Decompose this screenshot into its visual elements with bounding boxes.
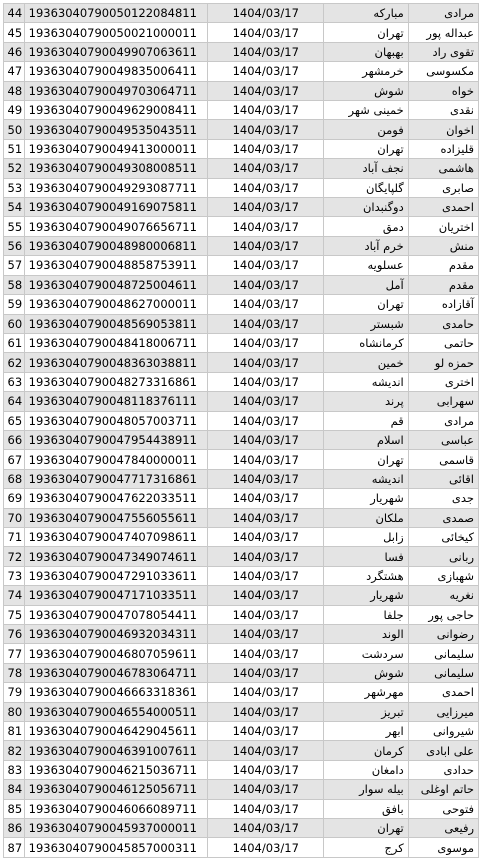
table-row [4,527,479,546]
table-row [4,469,479,488]
row-number: 51 [4,139,25,158]
city-cell: کرمان [324,741,409,760]
date-cell: 1404/03/17 [208,62,324,81]
tracking-code: 19363040790047291033611 [24,566,208,585]
city-cell: سردشت [324,644,409,663]
table-row [4,760,479,779]
row-number: 72 [4,547,25,566]
table-row [4,722,479,741]
surname-cell: رضوانی [408,625,478,644]
date-cell: 1404/03/17 [208,101,324,120]
table-row [4,178,479,197]
surname-cell: قلیزاده [408,139,478,158]
table-row [4,625,479,644]
tracking-code: 19363040790049703064711 [24,81,208,100]
date-cell: 1404/03/17 [208,547,324,566]
date-cell: 1404/03/17 [208,469,324,488]
city-cell: گلپایگان [324,178,409,197]
table-row [4,644,479,663]
date-cell: 1404/03/17 [208,4,324,23]
date-cell: 1404/03/17 [208,198,324,217]
tracking-code: 19363040790048057003711 [24,411,208,430]
city-cell: هشتگرد [324,566,409,585]
row-number: 78 [4,663,25,682]
table-row [4,81,479,100]
tracking-code: 19363040790045857000311 [24,838,208,858]
surname-cell: نقدی [408,101,478,120]
city-cell: بهبهان [324,42,409,61]
table-row [4,42,479,61]
tracking-code: 19363040790048980006811 [24,236,208,255]
date-cell: 1404/03/17 [208,527,324,546]
table-row [4,159,479,178]
city-cell: فومن [324,120,409,139]
tracking-code: 19363040790047078054411 [24,605,208,624]
row-number: 53 [4,178,25,197]
surname-cell: مرادی [408,411,478,430]
row-number: 77 [4,644,25,663]
row-number: 85 [4,799,25,818]
table-row [4,353,479,372]
city-cell: قم [324,411,409,430]
table-row [4,392,479,411]
surname-cell: هاشمی [408,159,478,178]
table-row [4,314,479,333]
row-number: 52 [4,159,25,178]
tracking-code: 19363040790049308008511 [24,159,208,178]
records-table [3,3,479,858]
tracking-code: 19363040790049835006411 [24,62,208,81]
tracking-code: 19363040790050122084811 [24,4,208,23]
date-cell: 1404/03/17 [208,275,324,294]
city-cell: دوگنبدان [324,198,409,217]
row-number: 83 [4,760,25,779]
tracking-code: 19363040790049629008411 [24,101,208,120]
surname-cell: مقدم [408,256,478,275]
tracking-code: 19363040790048363038811 [24,353,208,372]
table-row [4,62,479,81]
table-row [4,275,479,294]
table-row [4,4,479,23]
table-row [4,605,479,624]
tracking-code: 19363040790048858753911 [24,256,208,275]
tracking-code: 19363040790048118376111 [24,392,208,411]
date-cell: 1404/03/17 [208,120,324,139]
city-cell: آمل [324,275,409,294]
surname-cell: احمدی [408,683,478,702]
row-number: 75 [4,605,25,624]
table-row [4,819,479,838]
city-cell: تهران [324,819,409,838]
city-cell: خمینی شهر [324,101,409,120]
table-row [4,236,479,255]
tracking-code: 19363040790049293087711 [24,178,208,197]
city-cell: بیله سوار [324,780,409,799]
surname-cell: ربانی [408,547,478,566]
surname-cell: سلیمانی [408,663,478,682]
row-number: 63 [4,372,25,391]
surname-cell: عباسی [408,430,478,449]
date-cell: 1404/03/17 [208,760,324,779]
row-number: 47 [4,62,25,81]
row-number: 65 [4,411,25,430]
city-cell: بافق [324,799,409,818]
row-number: 60 [4,314,25,333]
date-cell: 1404/03/17 [208,411,324,430]
date-cell: 1404/03/17 [208,625,324,644]
surname-cell: سهرابی [408,392,478,411]
table-row [4,450,479,469]
table-row [4,547,479,566]
city-cell: شوش [324,663,409,682]
table-row [4,430,479,449]
tracking-code: 19363040790049169075811 [24,198,208,217]
city-cell: جلفا [324,605,409,624]
surname-cell: تقوی راد [408,42,478,61]
surname-cell: حمزه لو [408,353,478,372]
date-cell: 1404/03/17 [208,702,324,721]
row-number: 66 [4,430,25,449]
date-cell: 1404/03/17 [208,683,324,702]
tracking-code: 19363040790046391007611 [24,741,208,760]
tracking-code: 19363040790047954438911 [24,430,208,449]
city-cell: اندیشه [324,372,409,391]
date-cell: 1404/03/17 [208,372,324,391]
row-number: 67 [4,450,25,469]
tracking-code: 19363040790050021000011 [24,23,208,42]
tracking-code: 19363040790047349074611 [24,547,208,566]
surname-cell: موسوی [408,838,478,858]
date-cell: 1404/03/17 [208,605,324,624]
city-cell: خمین [324,353,409,372]
row-number: 71 [4,527,25,546]
table-row [4,411,479,430]
table-row [4,198,479,217]
surname-cell: اختریان [408,217,478,236]
date-cell: 1404/03/17 [208,217,324,236]
row-number: 61 [4,333,25,352]
date-cell: 1404/03/17 [208,508,324,527]
row-number: 69 [4,489,25,508]
row-number: 49 [4,101,25,120]
row-number: 73 [4,566,25,585]
date-cell: 1404/03/17 [208,333,324,352]
row-number: 59 [4,295,25,314]
tracking-code: 19363040790045937000011 [24,819,208,838]
tracking-code: 19363040790046783064711 [24,663,208,682]
surname-cell: جدی [408,489,478,508]
table-row [4,256,479,275]
tracking-code: 19363040790046429045611 [24,722,208,741]
surname-cell: حاجی پور [408,605,478,624]
surname-cell: مکسوسی [408,62,478,81]
city-cell: کرمانشاه [324,333,409,352]
row-number: 81 [4,722,25,741]
row-number: 74 [4,586,25,605]
date-cell: 1404/03/17 [208,722,324,741]
date-cell: 1404/03/17 [208,819,324,838]
table-row [4,217,479,236]
tracking-code: 19363040790046554000511 [24,702,208,721]
date-cell: 1404/03/17 [208,159,324,178]
date-cell: 1404/03/17 [208,295,324,314]
table-row [4,799,479,818]
tracking-code: 19363040790047622033511 [24,489,208,508]
date-cell: 1404/03/17 [208,586,324,605]
tracking-code: 19363040790049535043511 [24,120,208,139]
date-cell: 1404/03/17 [208,450,324,469]
city-cell: شبستر [324,314,409,333]
tracking-code: 19363040790046125056711 [24,780,208,799]
tracking-code: 19363040790049076656711 [24,217,208,236]
row-number: 46 [4,42,25,61]
city-cell: نجف آباد [324,159,409,178]
surname-cell: صمدی [408,508,478,527]
tracking-code: 19363040790049907063611 [24,42,208,61]
table-row [4,333,479,352]
surname-cell: حاتمی [408,333,478,352]
city-cell: اسلام [324,430,409,449]
city-cell: تهران [324,450,409,469]
row-number: 57 [4,256,25,275]
date-cell: 1404/03/17 [208,644,324,663]
date-cell: 1404/03/17 [208,392,324,411]
tracking-code: 19363040790046807059611 [24,644,208,663]
city-cell: کرج [324,838,409,858]
table-row [4,120,479,139]
row-number: 82 [4,741,25,760]
city-cell: فسا [324,547,409,566]
surname-cell: اخوان [408,120,478,139]
table-row [4,101,479,120]
row-number: 68 [4,469,25,488]
city-cell: الوند [324,625,409,644]
row-number: 84 [4,780,25,799]
surname-cell: صابری [408,178,478,197]
table-row [4,663,479,682]
city-cell: عسلویه [324,256,409,275]
table-row [4,566,479,585]
date-cell: 1404/03/17 [208,741,324,760]
surname-cell: حدادی [408,760,478,779]
row-number: 44 [4,4,25,23]
surname-cell: کیخائی [408,527,478,546]
date-cell: 1404/03/17 [208,23,324,42]
date-cell: 1404/03/17 [208,838,324,858]
tracking-code: 19363040790048569053811 [24,314,208,333]
date-cell: 1404/03/17 [208,139,324,158]
surname-cell: احمدی [408,198,478,217]
date-cell: 1404/03/17 [208,780,324,799]
table-row [4,780,479,799]
surname-cell: مقدم [408,275,478,294]
table-row [4,139,479,158]
surname-cell: اختری [408,372,478,391]
surname-cell: میرزایی [408,702,478,721]
date-cell: 1404/03/17 [208,236,324,255]
date-cell: 1404/03/17 [208,256,324,275]
row-number: 87 [4,838,25,858]
date-cell: 1404/03/17 [208,178,324,197]
row-number: 55 [4,217,25,236]
table-row [4,702,479,721]
date-cell: 1404/03/17 [208,430,324,449]
city-cell: ابهر [324,722,409,741]
tracking-code: 19363040790048418006711 [24,333,208,352]
date-cell: 1404/03/17 [208,566,324,585]
city-cell: زابل [324,527,409,546]
city-cell: دامغان [324,760,409,779]
city-cell: خرمشهر [324,62,409,81]
surname-cell: مرادی [408,4,478,23]
tracking-code: 19363040790046932034311 [24,625,208,644]
city-cell: شهریار [324,489,409,508]
surname-cell: شیروانی [408,722,478,741]
tracking-code: 19363040790047407098611 [24,527,208,546]
row-number: 76 [4,625,25,644]
row-number: 64 [4,392,25,411]
row-number: 70 [4,508,25,527]
surname-cell: حامدی [408,314,478,333]
table-row [4,683,479,702]
city-cell: تهران [324,139,409,158]
table-row [4,489,479,508]
surname-cell: رفیعی [408,819,478,838]
tracking-code: 19363040790046066089711 [24,799,208,818]
row-number: 79 [4,683,25,702]
surname-cell: منش [408,236,478,255]
surname-cell: سلیمانی [408,644,478,663]
row-number: 58 [4,275,25,294]
city-cell: اندیشه [324,469,409,488]
surname-cell: علی ابادی [408,741,478,760]
row-number: 45 [4,23,25,42]
date-cell: 1404/03/17 [208,42,324,61]
surname-cell: قاسمی [408,450,478,469]
row-number: 62 [4,353,25,372]
row-number: 56 [4,236,25,255]
tracking-code: 19363040790048627000011 [24,295,208,314]
tracking-code: 19363040790049413000011 [24,139,208,158]
surname-cell: حاتم اوغلی [408,780,478,799]
date-cell: 1404/03/17 [208,353,324,372]
row-number: 80 [4,702,25,721]
city-cell: خرم آباد [324,236,409,255]
surname-cell: فتوحی [408,799,478,818]
row-number: 50 [4,120,25,139]
tracking-code: 19363040790048273316861 [24,372,208,391]
surname-cell: نغریه [408,586,478,605]
table-row [4,295,479,314]
date-cell: 1404/03/17 [208,799,324,818]
city-cell: تبریز [324,702,409,721]
tracking-code: 19363040790047717316861 [24,469,208,488]
surname-cell: شهبازی [408,566,478,585]
row-number: 86 [4,819,25,838]
table-row [4,586,479,605]
tracking-code: 19363040790046663318361 [24,683,208,702]
date-cell: 1404/03/17 [208,489,324,508]
table-row [4,508,479,527]
surname-cell: آقازاده [408,295,478,314]
date-cell: 1404/03/17 [208,314,324,333]
table-row [4,372,479,391]
row-number: 48 [4,81,25,100]
tracking-code: 19363040790047840000011 [24,450,208,469]
city-cell: دمق [324,217,409,236]
tracking-code: 19363040790047171033511 [24,586,208,605]
row-number: 54 [4,198,25,217]
date-cell: 1404/03/17 [208,81,324,100]
table-row [4,741,479,760]
surname-cell: اقائی [408,469,478,488]
records-table-body [4,4,479,858]
surname-cell: عبداله پور [408,23,478,42]
city-cell: ملکان [324,508,409,527]
table-row [4,838,479,858]
tracking-code: 19363040790048725004611 [24,275,208,294]
city-cell: شوش [324,81,409,100]
tracking-code: 19363040790047556055611 [24,508,208,527]
city-cell: مبارکه [324,4,409,23]
date-cell: 1404/03/17 [208,663,324,682]
city-cell: مهرشهر [324,683,409,702]
city-cell: تهران [324,295,409,314]
surname-cell: خواه [408,81,478,100]
city-cell: پرند [324,392,409,411]
table-row [4,23,479,42]
city-cell: شهریار [324,586,409,605]
tracking-code: 19363040790046215036711 [24,760,208,779]
city-cell: تهران [324,23,409,42]
